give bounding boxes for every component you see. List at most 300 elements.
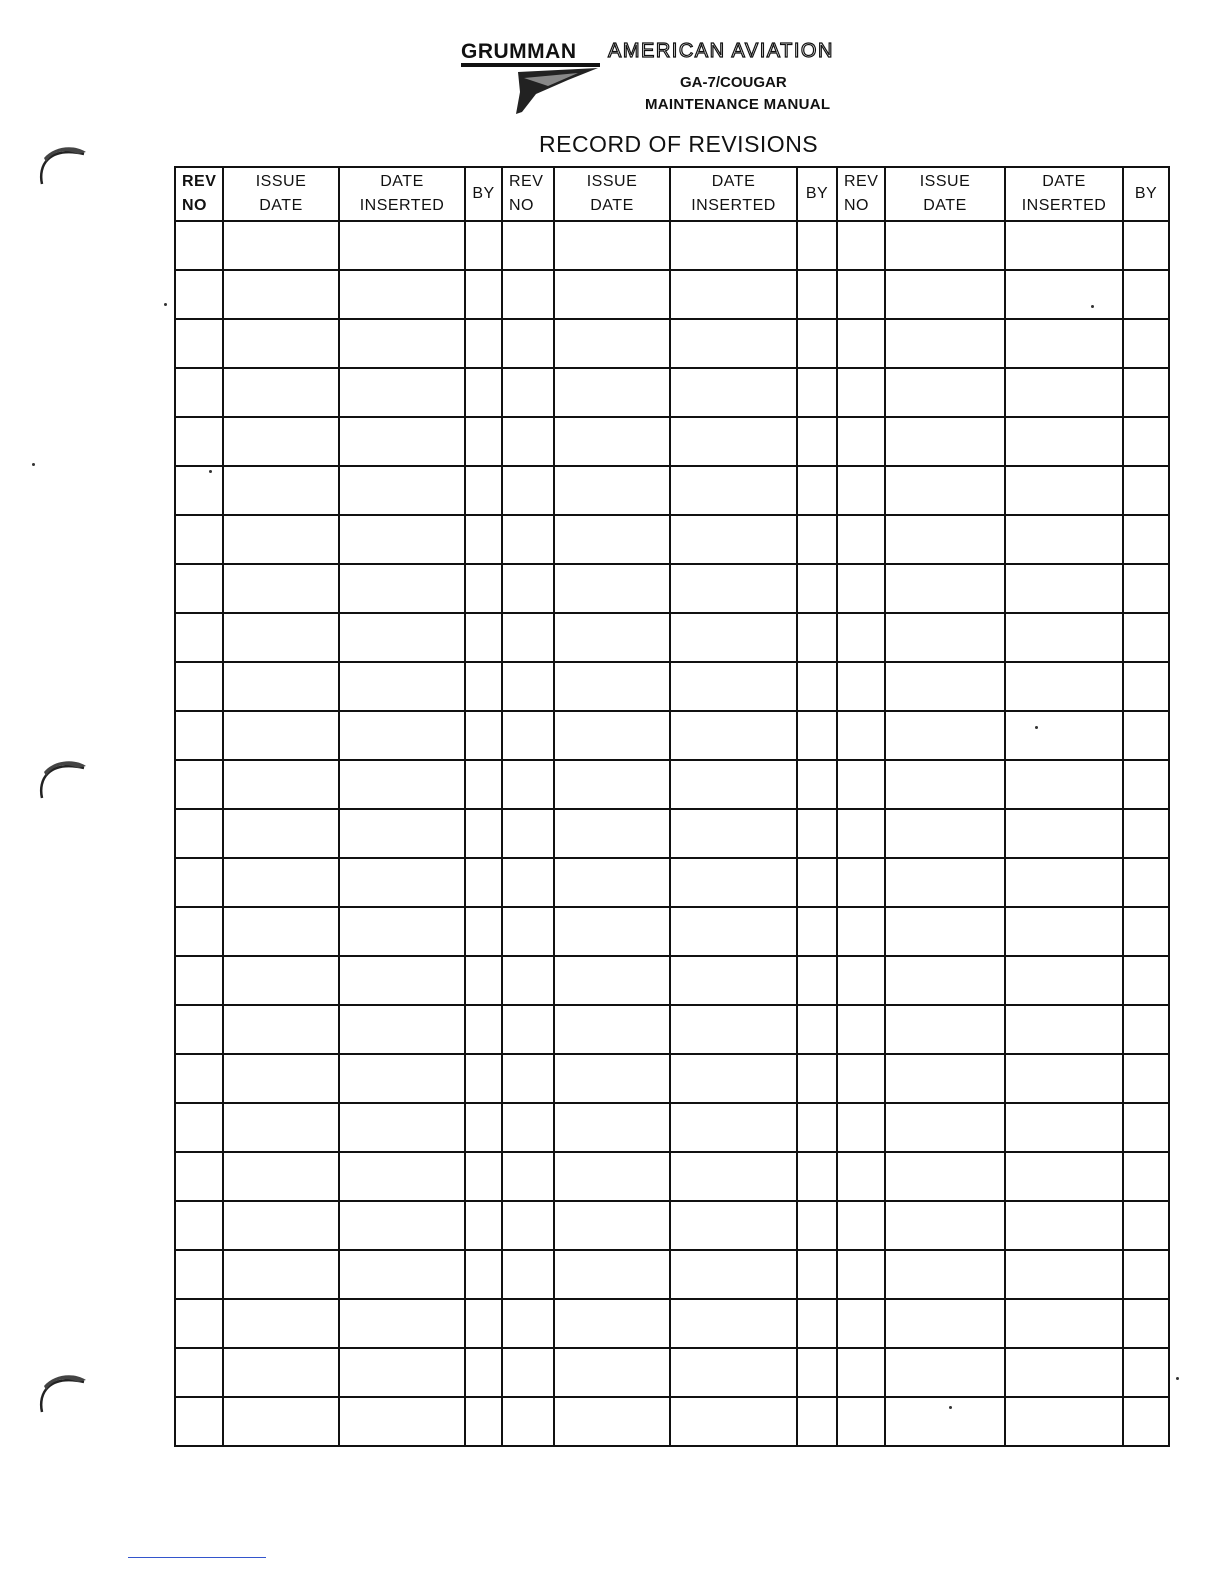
by-cell xyxy=(1123,1250,1169,1299)
by-cell xyxy=(465,760,502,809)
by-cell xyxy=(465,466,502,515)
by-cell xyxy=(465,1250,502,1299)
rev-no-cell xyxy=(502,1397,554,1446)
rev-no-cell xyxy=(175,1299,223,1348)
issue-date-cell xyxy=(223,1299,339,1348)
by-cell xyxy=(465,221,502,270)
rev-no-cell xyxy=(502,1201,554,1250)
rev-no-cell xyxy=(502,1152,554,1201)
table-row xyxy=(175,956,1169,1005)
issue-date-cell xyxy=(554,711,670,760)
rev-no-cell xyxy=(837,1397,885,1446)
page-title: RECORD OF REVISIONS xyxy=(539,131,819,157)
date-inserted-header: DATE INSERTED xyxy=(1005,167,1123,221)
revisions-table-body xyxy=(175,221,1169,1446)
scan-speck xyxy=(1176,1377,1179,1380)
by-cell xyxy=(1123,515,1169,564)
rev-no-cell xyxy=(175,221,223,270)
issue-date-cell xyxy=(885,270,1005,319)
by-cell xyxy=(1123,466,1169,515)
rev-no-cell xyxy=(837,319,885,368)
rev-no-cell xyxy=(175,662,223,711)
by-cell xyxy=(1123,858,1169,907)
rev-no-cell xyxy=(502,613,554,662)
rev-no-cell xyxy=(175,368,223,417)
by-cell xyxy=(797,809,837,858)
rev-no-cell xyxy=(175,613,223,662)
by-cell xyxy=(797,956,837,1005)
date-inserted-cell xyxy=(1005,662,1123,711)
date-inserted-cell xyxy=(339,662,465,711)
by-cell xyxy=(797,613,837,662)
date-inserted-cell xyxy=(1005,760,1123,809)
rev-no-cell xyxy=(502,221,554,270)
by-cell xyxy=(1123,221,1169,270)
by-cell xyxy=(797,417,837,466)
by-cell xyxy=(797,515,837,564)
rev-no-cell xyxy=(837,1054,885,1103)
table-row xyxy=(175,1250,1169,1299)
rev-no-cell xyxy=(837,956,885,1005)
by-cell xyxy=(797,907,837,956)
rev-no-cell xyxy=(837,1250,885,1299)
rev-no-cell xyxy=(175,809,223,858)
rev-no-cell xyxy=(175,760,223,809)
date-inserted-cell xyxy=(1005,417,1123,466)
table-row xyxy=(175,858,1169,907)
rev-no-cell xyxy=(175,1054,223,1103)
issue-date-cell xyxy=(554,1348,670,1397)
by-cell xyxy=(1123,417,1169,466)
date-inserted-cell xyxy=(670,515,797,564)
issue-date-cell xyxy=(554,270,670,319)
date-inserted-cell xyxy=(1005,1103,1123,1152)
rev-no-cell xyxy=(175,466,223,515)
issue-date-cell xyxy=(885,466,1005,515)
date-inserted-cell xyxy=(1005,1397,1123,1446)
date-inserted-cell xyxy=(339,1103,465,1152)
date-inserted-cell xyxy=(1005,809,1123,858)
date-inserted-cell xyxy=(670,760,797,809)
date-inserted-cell xyxy=(339,1201,465,1250)
rev-no-cell xyxy=(502,1005,554,1054)
by-cell xyxy=(465,270,502,319)
issue-date-cell xyxy=(223,711,339,760)
by-cell xyxy=(465,1397,502,1446)
date-inserted-cell xyxy=(339,466,465,515)
issue-date-cell xyxy=(223,1201,339,1250)
rev-no-header: REV NO xyxy=(175,167,223,221)
by-cell xyxy=(465,417,502,466)
issue-date-cell xyxy=(223,662,339,711)
table-row xyxy=(175,1299,1169,1348)
by-cell xyxy=(465,1054,502,1103)
date-inserted-cell xyxy=(1005,613,1123,662)
by-cell xyxy=(1123,1299,1169,1348)
issue-date-cell xyxy=(223,1348,339,1397)
rev-no-cell xyxy=(502,368,554,417)
date-inserted-header: DATE INSERTED xyxy=(339,167,465,221)
issue-date-cell xyxy=(885,564,1005,613)
issue-date-cell xyxy=(223,564,339,613)
issue-date-cell xyxy=(885,662,1005,711)
issue-date-header: ISSUE DATE xyxy=(223,167,339,221)
table-row xyxy=(175,1054,1169,1103)
rev-no-cell xyxy=(837,858,885,907)
table-row xyxy=(175,515,1169,564)
issue-date-cell xyxy=(554,1201,670,1250)
by-cell xyxy=(465,368,502,417)
date-inserted-cell xyxy=(670,662,797,711)
table-row xyxy=(175,1152,1169,1201)
date-inserted-cell xyxy=(339,368,465,417)
rev-no-cell xyxy=(502,809,554,858)
issue-date-cell xyxy=(885,907,1005,956)
rev-no-cell xyxy=(837,1201,885,1250)
date-inserted-cell xyxy=(339,858,465,907)
issue-date-cell xyxy=(223,368,339,417)
issue-date-cell xyxy=(223,809,339,858)
issue-date-cell xyxy=(223,760,339,809)
table-row xyxy=(175,1348,1169,1397)
rev-no-cell xyxy=(837,221,885,270)
scan-speck xyxy=(949,1406,952,1409)
date-inserted-cell xyxy=(670,1054,797,1103)
rev-no-cell xyxy=(502,417,554,466)
date-inserted-cell xyxy=(1005,221,1123,270)
date-inserted-cell xyxy=(339,1397,465,1446)
issue-date-cell xyxy=(554,564,670,613)
brand-primary: GRUMMAN xyxy=(461,40,577,63)
date-inserted-cell xyxy=(339,1152,465,1201)
date-inserted-cell xyxy=(339,613,465,662)
by-cell xyxy=(1123,1054,1169,1103)
by-cell xyxy=(465,1152,502,1201)
rev-no-header: REV NO xyxy=(502,167,554,221)
issue-date-cell xyxy=(223,1103,339,1152)
by-cell xyxy=(1123,760,1169,809)
issue-date-cell xyxy=(885,760,1005,809)
scan-speck xyxy=(164,303,167,306)
date-inserted-cell xyxy=(670,1005,797,1054)
date-inserted-cell xyxy=(670,1103,797,1152)
rev-no-cell xyxy=(175,956,223,1005)
issue-date-cell xyxy=(554,956,670,1005)
date-inserted-cell xyxy=(339,564,465,613)
by-cell xyxy=(1123,1152,1169,1201)
issue-date-cell xyxy=(554,907,670,956)
rev-no-cell xyxy=(175,1348,223,1397)
by-cell xyxy=(465,907,502,956)
rev-no-cell xyxy=(502,907,554,956)
date-inserted-cell xyxy=(339,711,465,760)
scan-artifact-line xyxy=(128,1557,266,1558)
issue-date-cell xyxy=(554,1299,670,1348)
by-cell xyxy=(1123,1103,1169,1152)
by-cell xyxy=(797,564,837,613)
date-inserted-cell xyxy=(670,1201,797,1250)
date-inserted-cell xyxy=(670,368,797,417)
scan-speck xyxy=(1091,305,1094,308)
date-inserted-cell xyxy=(339,809,465,858)
issue-date-cell xyxy=(554,662,670,711)
rev-no-cell xyxy=(175,1005,223,1054)
issue-date-cell xyxy=(554,1397,670,1446)
table-header-row xyxy=(175,167,1169,221)
date-inserted-cell xyxy=(1005,270,1123,319)
by-cell xyxy=(1123,662,1169,711)
rev-no-cell xyxy=(837,1348,885,1397)
rev-no-cell xyxy=(837,1152,885,1201)
rev-no-cell xyxy=(502,858,554,907)
issue-date-cell xyxy=(554,1250,670,1299)
issue-date-cell xyxy=(885,1005,1005,1054)
rev-no-cell xyxy=(502,319,554,368)
issue-date-cell xyxy=(885,417,1005,466)
issue-date-cell xyxy=(554,760,670,809)
rev-no-cell xyxy=(175,1397,223,1446)
rev-no-cell xyxy=(502,564,554,613)
table-row xyxy=(175,760,1169,809)
date-inserted-cell xyxy=(1005,319,1123,368)
date-inserted-cell xyxy=(1005,1348,1123,1397)
rev-no-cell xyxy=(837,466,885,515)
rev-no-cell xyxy=(502,1103,554,1152)
issue-date-header: ISSUE DATE xyxy=(554,167,670,221)
date-inserted-cell xyxy=(670,1250,797,1299)
by-cell xyxy=(465,662,502,711)
by-cell xyxy=(1123,1201,1169,1250)
date-inserted-cell xyxy=(1005,907,1123,956)
date-inserted-cell xyxy=(1005,515,1123,564)
rev-no-cell xyxy=(502,662,554,711)
by-cell xyxy=(797,1250,837,1299)
date-inserted-cell xyxy=(1005,1201,1123,1250)
by-cell xyxy=(797,466,837,515)
revisions-table-container xyxy=(174,166,1168,1426)
date-inserted-cell xyxy=(1005,1299,1123,1348)
issue-date-cell xyxy=(554,1152,670,1201)
date-inserted-cell xyxy=(670,858,797,907)
by-cell xyxy=(797,270,837,319)
issue-date-cell xyxy=(554,1054,670,1103)
issue-date-header: ISSUE DATE xyxy=(885,167,1005,221)
by-cell xyxy=(465,809,502,858)
by-cell xyxy=(1123,319,1169,368)
rev-no-cell xyxy=(175,319,223,368)
issue-date-cell xyxy=(885,515,1005,564)
date-inserted-cell xyxy=(1005,956,1123,1005)
date-inserted-cell xyxy=(339,221,465,270)
issue-date-cell xyxy=(223,319,339,368)
table-row xyxy=(175,809,1169,858)
by-cell xyxy=(1123,956,1169,1005)
date-inserted-cell xyxy=(670,711,797,760)
issue-date-cell xyxy=(554,221,670,270)
rev-no-cell xyxy=(175,1103,223,1152)
rev-no-cell xyxy=(175,515,223,564)
by-cell xyxy=(1123,711,1169,760)
date-inserted-cell xyxy=(670,1348,797,1397)
punch-hole-icon xyxy=(34,1366,90,1416)
date-inserted-cell xyxy=(670,809,797,858)
table-row xyxy=(175,662,1169,711)
rev-no-cell xyxy=(502,1299,554,1348)
rev-no-cell xyxy=(502,270,554,319)
by-cell xyxy=(465,1299,502,1348)
date-inserted-cell xyxy=(1005,1152,1123,1201)
issue-date-cell xyxy=(223,417,339,466)
issue-date-cell xyxy=(223,858,339,907)
rev-no-cell xyxy=(837,613,885,662)
issue-date-cell xyxy=(885,1152,1005,1201)
issue-date-cell xyxy=(885,221,1005,270)
date-inserted-cell xyxy=(339,1299,465,1348)
rev-no-cell xyxy=(837,809,885,858)
date-inserted-cell xyxy=(339,417,465,466)
rev-no-cell xyxy=(502,515,554,564)
date-inserted-cell xyxy=(670,1152,797,1201)
rev-no-cell xyxy=(837,907,885,956)
table-row xyxy=(175,711,1169,760)
rev-no-cell xyxy=(837,760,885,809)
rev-no-cell xyxy=(837,270,885,319)
table-row xyxy=(175,907,1169,956)
issue-date-cell xyxy=(223,1054,339,1103)
rev-no-cell xyxy=(175,1152,223,1201)
date-inserted-cell xyxy=(670,564,797,613)
date-inserted-cell xyxy=(670,270,797,319)
by-header: BY xyxy=(797,167,837,221)
date-inserted-cell xyxy=(670,956,797,1005)
date-inserted-cell xyxy=(670,466,797,515)
issue-date-cell xyxy=(554,858,670,907)
by-cell xyxy=(797,858,837,907)
issue-date-cell xyxy=(223,1005,339,1054)
by-cell xyxy=(1123,564,1169,613)
rev-no-cell xyxy=(175,1250,223,1299)
issue-date-cell xyxy=(223,1397,339,1446)
date-inserted-cell xyxy=(339,515,465,564)
issue-date-cell xyxy=(885,368,1005,417)
issue-date-cell xyxy=(223,270,339,319)
date-inserted-cell xyxy=(1005,1005,1123,1054)
issue-date-cell xyxy=(223,515,339,564)
issue-date-cell xyxy=(554,368,670,417)
table-row xyxy=(175,1201,1169,1250)
issue-date-cell xyxy=(554,319,670,368)
issue-date-cell xyxy=(223,907,339,956)
manual-name: MAINTENANCE MANUAL xyxy=(645,96,831,113)
rev-no-cell xyxy=(837,368,885,417)
rev-no-cell xyxy=(502,760,554,809)
by-cell xyxy=(465,1005,502,1054)
rev-no-cell xyxy=(502,1348,554,1397)
punch-hole-icon xyxy=(34,138,90,188)
date-inserted-cell xyxy=(339,760,465,809)
by-cell xyxy=(1123,270,1169,319)
by-cell xyxy=(465,515,502,564)
by-cell xyxy=(1123,809,1169,858)
date-inserted-cell xyxy=(339,1054,465,1103)
rev-no-header: REV NO xyxy=(837,167,885,221)
issue-date-cell xyxy=(885,1103,1005,1152)
issue-date-cell xyxy=(554,1103,670,1152)
rev-no-cell xyxy=(837,711,885,760)
table-row xyxy=(175,1005,1169,1054)
date-inserted-cell xyxy=(670,417,797,466)
by-cell xyxy=(797,760,837,809)
by-cell xyxy=(1123,368,1169,417)
issue-date-cell xyxy=(885,1250,1005,1299)
issue-date-cell xyxy=(554,809,670,858)
by-header: BY xyxy=(1123,167,1169,221)
by-cell xyxy=(797,711,837,760)
date-inserted-cell xyxy=(339,270,465,319)
by-cell xyxy=(797,1005,837,1054)
by-cell xyxy=(465,858,502,907)
date-inserted-header: DATE INSERTED xyxy=(670,167,797,221)
date-inserted-cell xyxy=(1005,858,1123,907)
by-cell xyxy=(797,1348,837,1397)
scan-speck xyxy=(32,463,35,466)
by-cell xyxy=(797,1201,837,1250)
rev-no-cell xyxy=(175,1201,223,1250)
rev-no-cell xyxy=(502,1250,554,1299)
issue-date-cell xyxy=(885,711,1005,760)
date-inserted-cell xyxy=(670,319,797,368)
date-inserted-cell xyxy=(670,1397,797,1446)
rev-no-cell xyxy=(502,466,554,515)
rev-no-cell xyxy=(502,956,554,1005)
table-row xyxy=(175,368,1169,417)
by-cell xyxy=(797,1397,837,1446)
rev-no-cell xyxy=(837,515,885,564)
date-inserted-cell xyxy=(1005,711,1123,760)
rev-no-cell xyxy=(175,907,223,956)
scan-speck xyxy=(1035,726,1038,729)
issue-date-cell xyxy=(885,809,1005,858)
by-cell xyxy=(465,1348,502,1397)
table-row xyxy=(175,319,1169,368)
rev-no-cell xyxy=(502,1054,554,1103)
date-inserted-cell xyxy=(1005,564,1123,613)
by-cell xyxy=(797,662,837,711)
issue-date-cell xyxy=(223,956,339,1005)
issue-date-cell xyxy=(885,956,1005,1005)
rev-no-cell xyxy=(175,270,223,319)
issue-date-cell xyxy=(223,221,339,270)
by-cell xyxy=(465,956,502,1005)
by-cell xyxy=(465,1201,502,1250)
revisions-table xyxy=(174,166,1170,1447)
date-inserted-cell xyxy=(339,319,465,368)
date-inserted-cell xyxy=(670,1299,797,1348)
date-inserted-cell xyxy=(1005,466,1123,515)
table-row xyxy=(175,1397,1169,1446)
date-inserted-cell xyxy=(670,613,797,662)
rev-no-cell xyxy=(837,1005,885,1054)
by-cell xyxy=(465,319,502,368)
by-cell xyxy=(1123,1348,1169,1397)
issue-date-cell xyxy=(554,1005,670,1054)
rev-no-cell xyxy=(837,1299,885,1348)
by-cell xyxy=(797,221,837,270)
by-cell xyxy=(797,319,837,368)
by-cell xyxy=(797,1299,837,1348)
by-cell xyxy=(1123,907,1169,956)
issue-date-cell xyxy=(885,1054,1005,1103)
